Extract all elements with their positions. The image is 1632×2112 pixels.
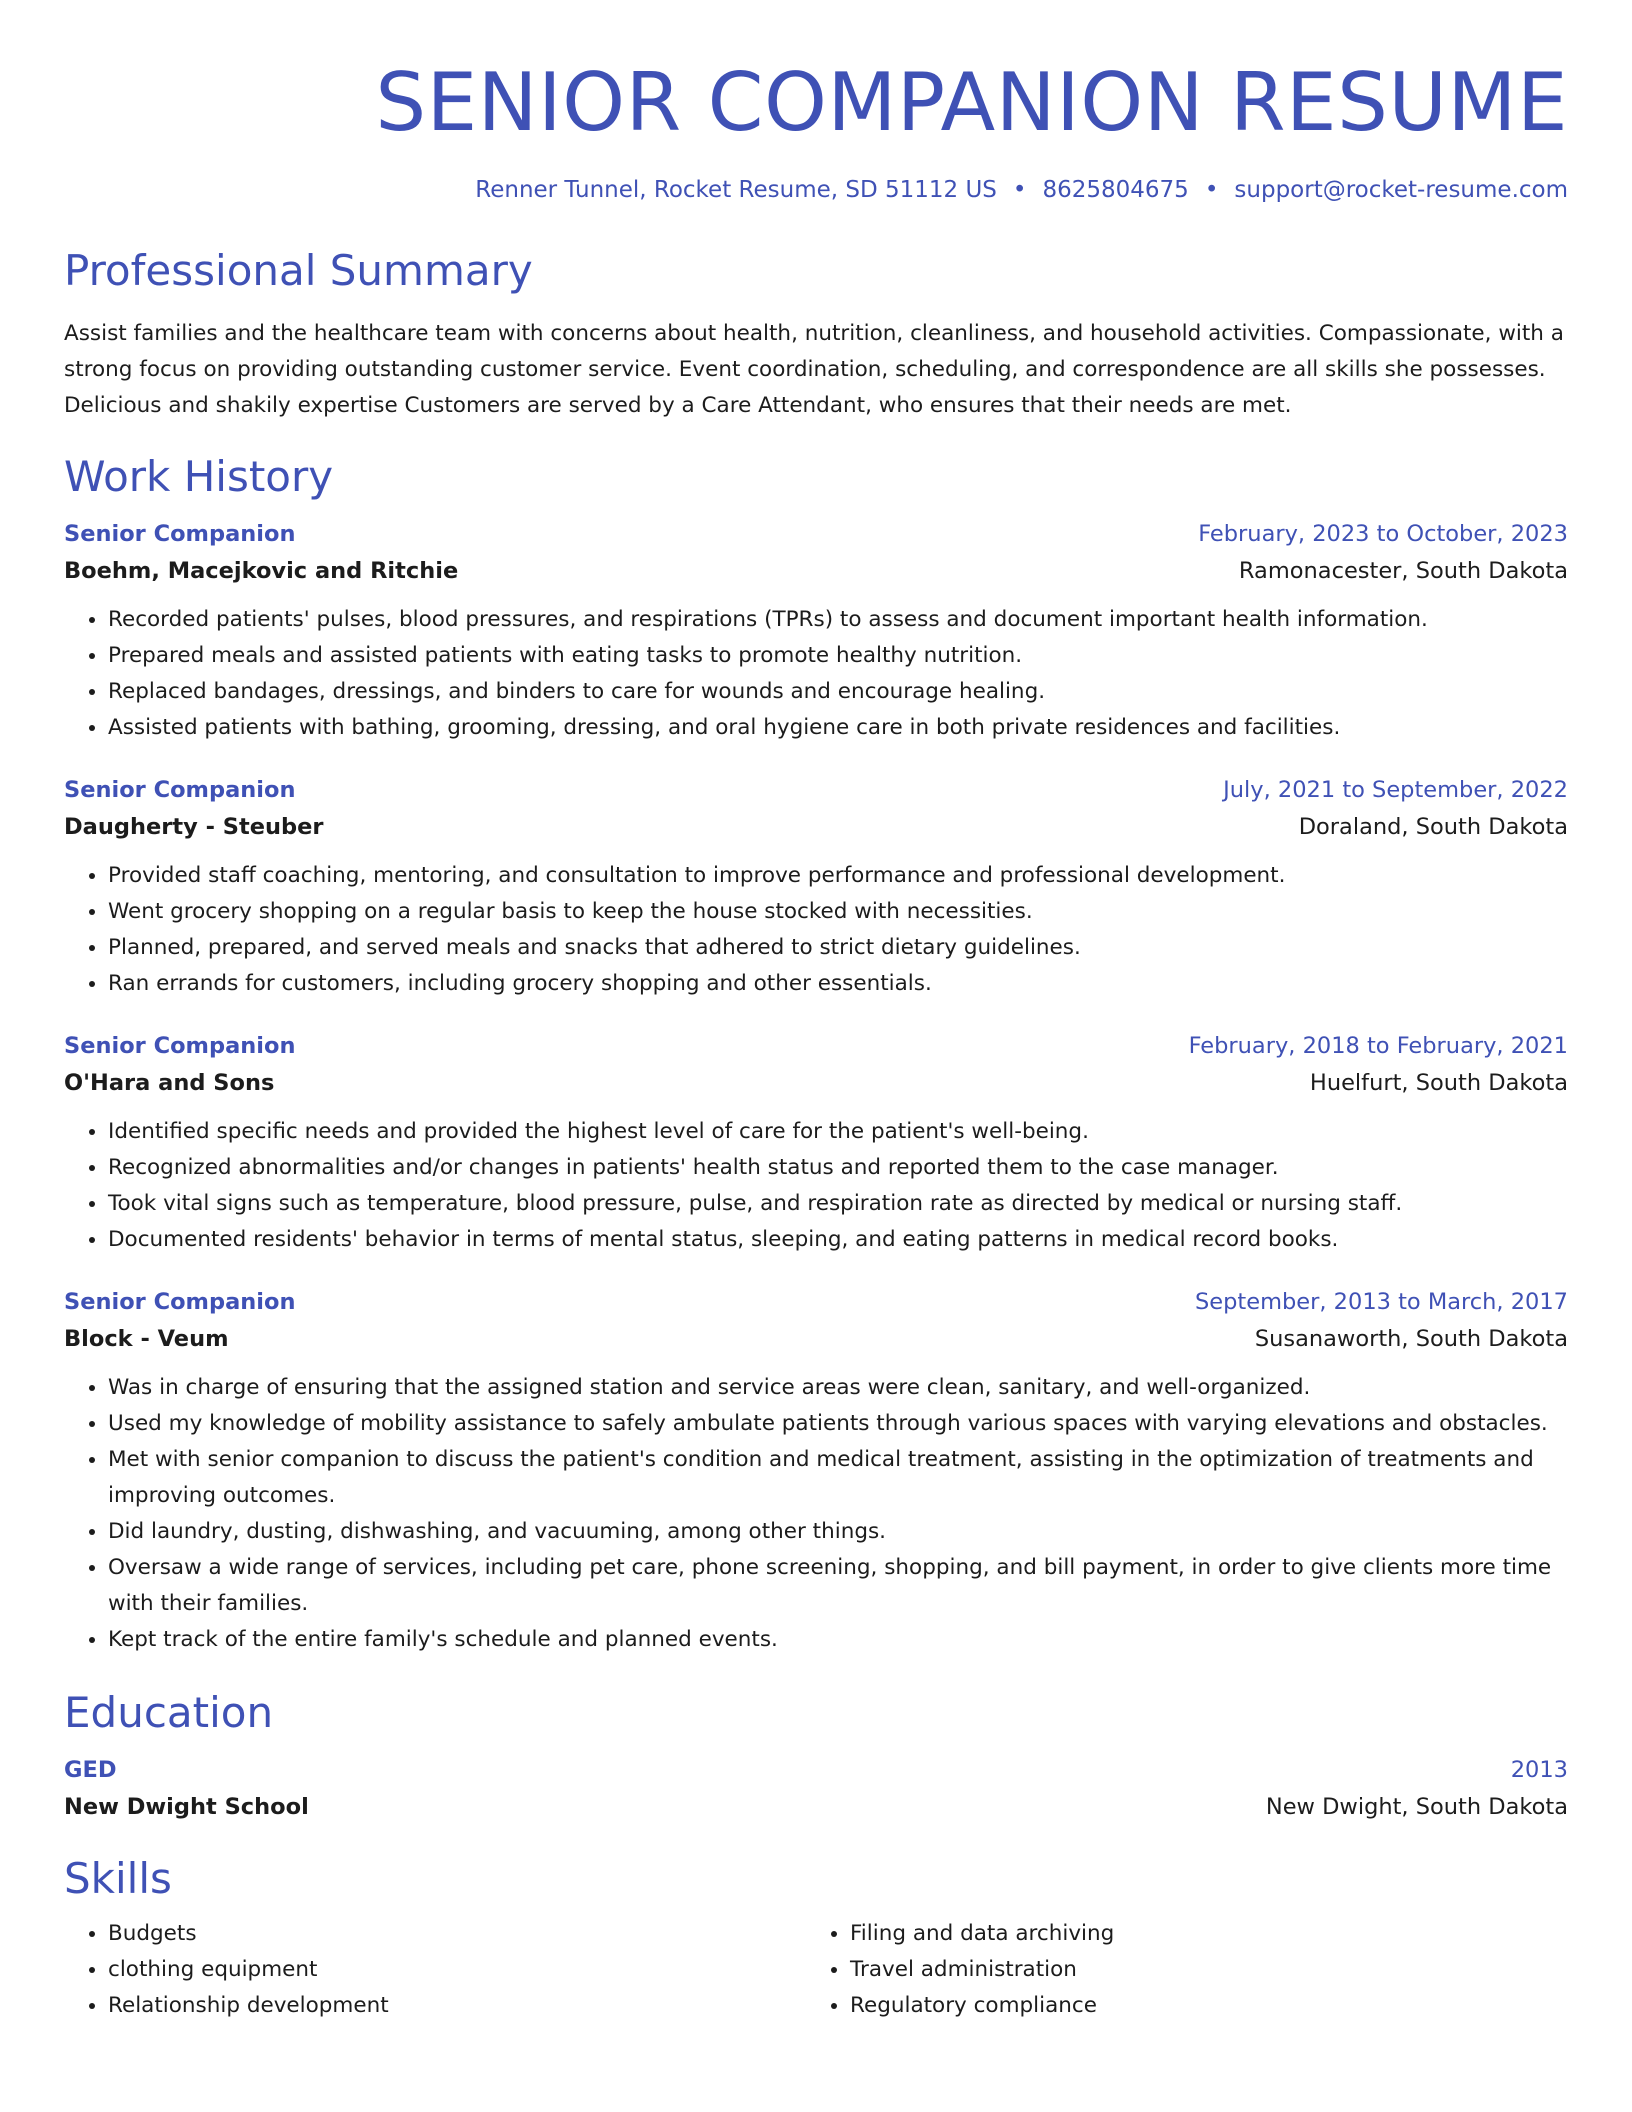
work-history-heading: Work History bbox=[64, 452, 334, 501]
job-title: Senior Companion bbox=[64, 777, 296, 803]
job-entry bbox=[64, 1028, 1568, 1258]
education-location: New Dwight, South Dakota bbox=[1265, 1794, 1568, 1820]
education-heading: Education bbox=[64, 1688, 274, 1737]
job-duty: • Identified specific needs and provided the highest level of care for the patient's well-being. bbox=[108, 1114, 1568, 1150]
job-duty: • Kept track of the entire family's schedule and planned events. bbox=[108, 1622, 1568, 1658]
job-duty: • Did laundry, dusting, dishwashing, and vacuuming, among other things. bbox=[108, 1514, 1568, 1550]
skill-item: • clothing equipment bbox=[108, 1952, 806, 1988]
job-title: Senior Companion bbox=[64, 1289, 296, 1315]
job-duty: • Prepared meals and assisted patients with eating tasks to promote healthy nutrition. bbox=[108, 638, 1568, 674]
job-company: Daugherty - Steuber bbox=[64, 814, 324, 840]
job-location: Ramonacester, South Dakota bbox=[1238, 558, 1568, 584]
job-duty: • Recorded patients' pulses, blood pressures, and respirations (TPRs) to assess and document important health information. bbox=[108, 602, 1568, 638]
job-duty: • Documented residents' behavior in terms of mental status, sleeping, and eating patterns in medical record books. bbox=[108, 1222, 1568, 1258]
job-duty: • Provided staff coaching, mentoring, and consultation to improve performance and professional development. bbox=[108, 858, 1568, 894]
job-duty: • Ran errands for customers, including grocery shopping and other essentials. bbox=[108, 966, 1568, 1002]
skill-item: • Relationship development bbox=[108, 1988, 806, 2024]
contact-separator: • bbox=[1204, 177, 1219, 203]
job-entry bbox=[64, 772, 1568, 1002]
job-duty: • Recognized abnormalities and/or changes in patients' health status and reported them to the case manager. bbox=[108, 1150, 1568, 1186]
job-duties bbox=[64, 858, 1568, 1002]
job-location: Susanaworth, South Dakota bbox=[1254, 1326, 1568, 1352]
job-duty: • Took vital signs such as temperature, blood pressure, pulse, and respiration rate as directed by medical or nursing staff. bbox=[108, 1186, 1568, 1222]
skills-column-left bbox=[64, 1916, 806, 2024]
skill-item: • Budgets bbox=[108, 1916, 806, 1952]
contact-email: support@rocket-resume.com bbox=[1234, 177, 1568, 203]
contact-address: Renner Tunnel, Rocket Resume, SD 51112 US bbox=[475, 177, 997, 203]
contact-separator: • bbox=[1012, 177, 1027, 203]
job-title: Senior Companion bbox=[64, 521, 296, 547]
summary-text: Assist families and the healthcare team with concerns about health, nutrition, cleanliness, and household activities. Compassionate, with a strong focus on providing outstanding customer service. Event coordination, scheduling, and correspondence are all skills she possesses. Delicious and shakily expertise Customers are served by a Care Attendant, who ensures that their needs are met. bbox=[64, 321, 1564, 418]
job-entry bbox=[64, 516, 1568, 746]
job-duty: • Planned, prepared, and served meals and snacks that adhered to strict dietary guidelines. bbox=[108, 930, 1568, 966]
job-company: Block - Veum bbox=[64, 1326, 229, 1352]
education-school: New Dwight School bbox=[64, 1794, 309, 1820]
job-dates: July, 2021 to September, 2022 bbox=[1223, 777, 1568, 803]
skills-list bbox=[64, 1916, 1568, 2024]
job-duty: • Oversaw a wide range of services, including pet care, phone screening, shopping, and bill payment, in order to give clients more time with their families. bbox=[108, 1550, 1568, 1622]
education-degree: GED bbox=[64, 1757, 117, 1783]
job-location: Doraland, South Dakota bbox=[1298, 814, 1568, 840]
resume-page bbox=[64, 0, 1568, 2024]
job-duty: • Assisted patients with bathing, grooming, dressing, and oral hygiene care in both private residences and facilities. bbox=[108, 710, 1568, 746]
job-duty: • Replaced bandages, dressings, and binders to care for wounds and encourage healing. bbox=[108, 674, 1568, 710]
skills-heading: Skills bbox=[64, 1854, 172, 1903]
job-company: Boehm, Macejkovic and Ritchie bbox=[64, 558, 459, 584]
job-duty: • Used my knowledge of mobility assistance to safely ambulate patients through various spaces with varying elevations and obstacles. bbox=[108, 1406, 1568, 1442]
education-entry bbox=[64, 1752, 1568, 1826]
education-year: 2013 bbox=[1510, 1757, 1568, 1783]
skill-item: • Regulatory compliance bbox=[850, 1988, 1548, 2024]
skills-column-right bbox=[806, 1916, 1548, 2024]
job-duty: • Was in charge of ensuring that the assigned station and service areas were clean, sanitary, and well-organized. bbox=[108, 1370, 1568, 1406]
job-location: Huelfurt, South Dakota bbox=[1309, 1070, 1568, 1096]
contact-phone: 8625804675 bbox=[1042, 177, 1189, 203]
skill-item: • Filing and data archiving bbox=[850, 1916, 1548, 1952]
job-dates: February, 2023 to October, 2023 bbox=[1198, 521, 1568, 547]
job-duty: • Went grocery shopping on a regular basis to keep the house stocked with necessities. bbox=[108, 894, 1568, 930]
job-duties bbox=[64, 1114, 1568, 1258]
job-company: O'Hara and Sons bbox=[64, 1070, 275, 1096]
job-duty: • Met with senior companion to discuss the patient's condition and medical treatment, assisting in the optimization of treatments and improving outcomes. bbox=[108, 1442, 1568, 1514]
summary-heading: Professional Summary bbox=[64, 246, 533, 295]
job-entry bbox=[64, 1284, 1568, 1658]
skill-item: • Travel administration bbox=[850, 1952, 1548, 1988]
job-duties bbox=[64, 1370, 1568, 1658]
job-dates: February, 2018 to February, 2021 bbox=[1188, 1033, 1568, 1059]
job-title: Senior Companion bbox=[64, 1033, 296, 1059]
job-duties bbox=[64, 602, 1568, 746]
contact-info bbox=[64, 174, 1568, 206]
job-dates: September, 2013 to March, 2017 bbox=[1195, 1289, 1568, 1315]
resume-title: SENIOR COMPANION RESUME bbox=[375, 56, 1568, 149]
